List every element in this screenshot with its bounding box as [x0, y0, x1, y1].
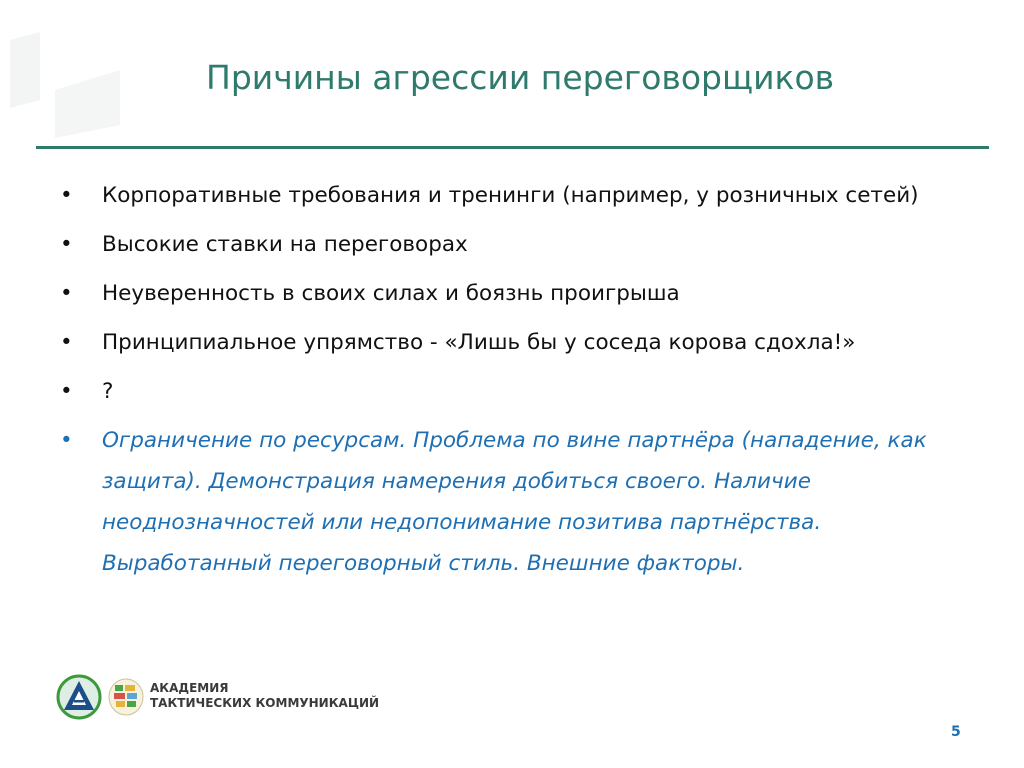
bullet-list: [55, 175, 955, 592]
bullet-item: [55, 224, 955, 265]
triangle-a-logo-icon: [56, 674, 102, 720]
bullet-text: Высокие ставки на переговорах: [102, 232, 468, 257]
bullet-text: ?: [102, 379, 114, 404]
logo-line-2: ТАКТИЧЕСКИХ КОММУНИКАЦИЙ: [150, 696, 380, 710]
corner-decoration: [0, 30, 130, 140]
bullet-item: [55, 322, 955, 363]
slide-title: Причины агрессии переговорщиков: [206, 58, 835, 97]
logo-text: [150, 681, 379, 711]
bullet-text: Принципиальное упрямство - «Лишь бы у соседа корова сдохла!»: [102, 330, 856, 355]
bullet-marker: •: [60, 232, 73, 257]
bullet-text: Неуверенность в своих силах и боязнь проигрыша: [102, 281, 680, 306]
bullet-text: Ограничение по ресурсам. Проблема по вине партнёра (нападение, как защита). Демонстрация намерения добиться своего. Наличие неоднозначностей или недопонимание позитива партнёрства. Выработанный переговорный стиль. Внешние факторы.: [102, 428, 927, 576]
bullet-marker: •: [60, 330, 73, 355]
bullet-item: [55, 175, 955, 216]
logo-line-1: АКАДЕМИЯ: [150, 681, 229, 695]
bullet-item: [55, 420, 955, 584]
bullet-item: [55, 371, 955, 412]
bullet-marker: •: [60, 428, 73, 453]
academy-logo: [56, 674, 386, 724]
bullet-marker: •: [60, 281, 73, 306]
bullet-marker: •: [60, 183, 73, 208]
bullet-text: Корпоративные требования и тренинги (например, у розничных сетей): [102, 183, 919, 208]
bullet-item: [55, 273, 955, 314]
page-number: 5: [951, 724, 961, 740]
heads-logo-icon: [106, 677, 146, 717]
title-divider: [36, 146, 989, 149]
bullet-marker: •: [60, 379, 73, 404]
